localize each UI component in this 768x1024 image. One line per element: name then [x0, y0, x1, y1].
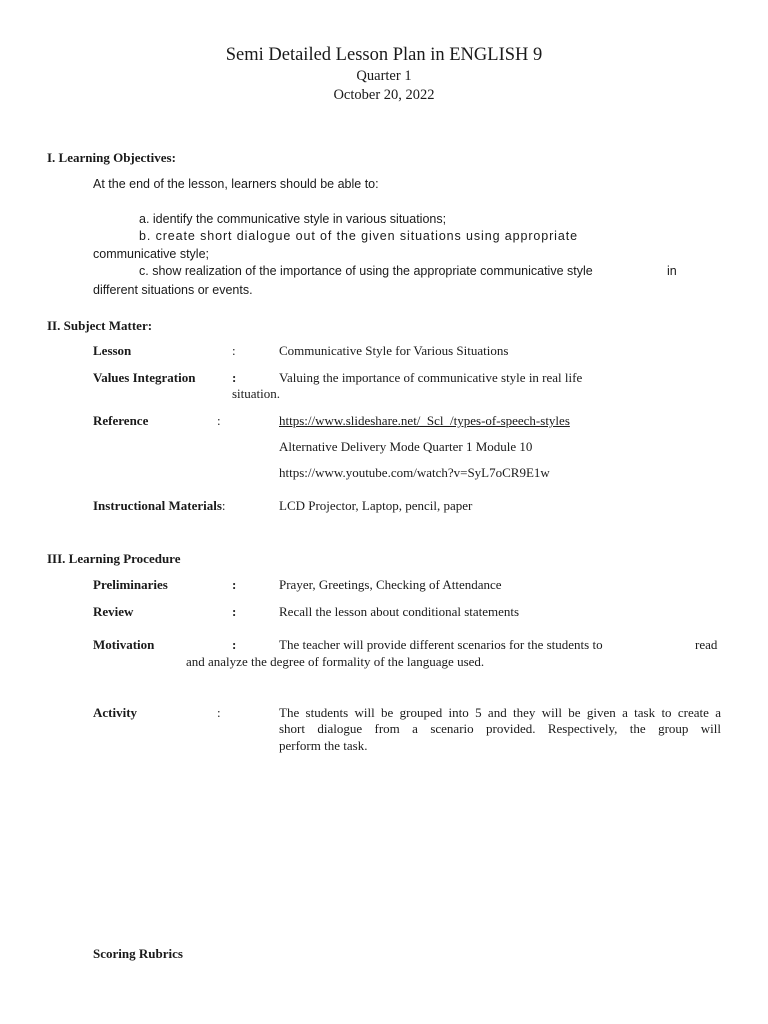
- values-label: Values Integration: [93, 370, 196, 385]
- motivation-label: Motivation: [93, 637, 155, 652]
- reference-colon: :: [217, 413, 221, 428]
- activity-line3: perform the task.: [279, 738, 368, 753]
- values-value-line1: Valuing the importance of communicative style in real life: [279, 370, 583, 385]
- document-date: October 20, 2022: [333, 87, 435, 103]
- materials-label: Instructional Materials: [93, 498, 222, 513]
- reference-label: Reference: [93, 413, 149, 428]
- values-value-line2: situation.: [232, 386, 281, 401]
- motivation-read: read: [695, 637, 718, 652]
- objective-b-line2: communicative style;: [93, 247, 210, 261]
- preliminaries-colon: :: [232, 577, 237, 592]
- objective-b-line1: b. create short dialogue out of the given situations using appropriate: [139, 229, 578, 243]
- review-value: Recall the lesson about conditional statements: [279, 604, 520, 619]
- materials-colon: :: [221, 498, 226, 513]
- objectives-intro: At the end of the lesson, learners should be able to:: [93, 177, 379, 191]
- document-title: Semi Detailed Lesson Plan in ENGLISH 9: [225, 45, 543, 65]
- procedure-heading: III. Learning Procedure: [47, 551, 181, 566]
- materials-value: LCD Projector, Laptop, pencil, paper: [279, 498, 473, 513]
- reference-module: Alternative Delivery Mode Quarter 1 Module 10: [279, 439, 533, 454]
- review-colon: :: [232, 604, 237, 619]
- preliminaries-value: Prayer, Greetings, Checking of Attendance: [279, 577, 502, 592]
- objective-a: a. identify the communicative style in various situations;: [139, 212, 447, 226]
- activity-colon: :: [217, 705, 221, 720]
- objectives-heading: I. Learning Objectives:: [47, 150, 176, 165]
- objective-c-line1: c. show realization of the importance of using the appropriate communicative style: [139, 264, 593, 278]
- objective-c-line2: different situations or events.: [93, 283, 253, 297]
- motivation-value-line1: The teacher will provide different scenarios for the students to: [279, 637, 603, 652]
- materials-row: [93, 498, 226, 514]
- preliminaries-label: Preliminaries: [93, 577, 168, 592]
- lesson-label: Lesson: [93, 343, 132, 358]
- reference-link-slideshare[interactable]: https://www.slideshare.net/_Scl_/types-of-speech-styles: [279, 413, 570, 428]
- subject-heading: II. Subject Matter:: [47, 318, 153, 333]
- lesson-value: Communicative Style for Various Situations: [279, 343, 509, 358]
- objective-c-in: in: [667, 264, 677, 278]
- review-label: Review: [93, 604, 134, 619]
- activity-line2: short dialogue from a scenario provided. Respectively, the group will: [279, 721, 721, 736]
- activity-line1: The students will be grouped into 5 and they will be given a task to create a: [279, 705, 721, 720]
- activity-label: Activity: [93, 705, 138, 720]
- motivation-value-line2: and analyze the degree of formality of the language used.: [186, 654, 485, 669]
- lesson-colon: :: [232, 343, 236, 358]
- values-colon: :: [232, 370, 237, 385]
- quarter-label: Quarter 1: [356, 68, 412, 84]
- reference-link-youtube[interactable]: https://www.youtube.com/watch?v=SyL7oCR9E1w: [279, 465, 550, 480]
- motivation-colon: :: [232, 637, 237, 652]
- scoring-rubrics-label: Scoring Rubrics: [93, 946, 183, 961]
